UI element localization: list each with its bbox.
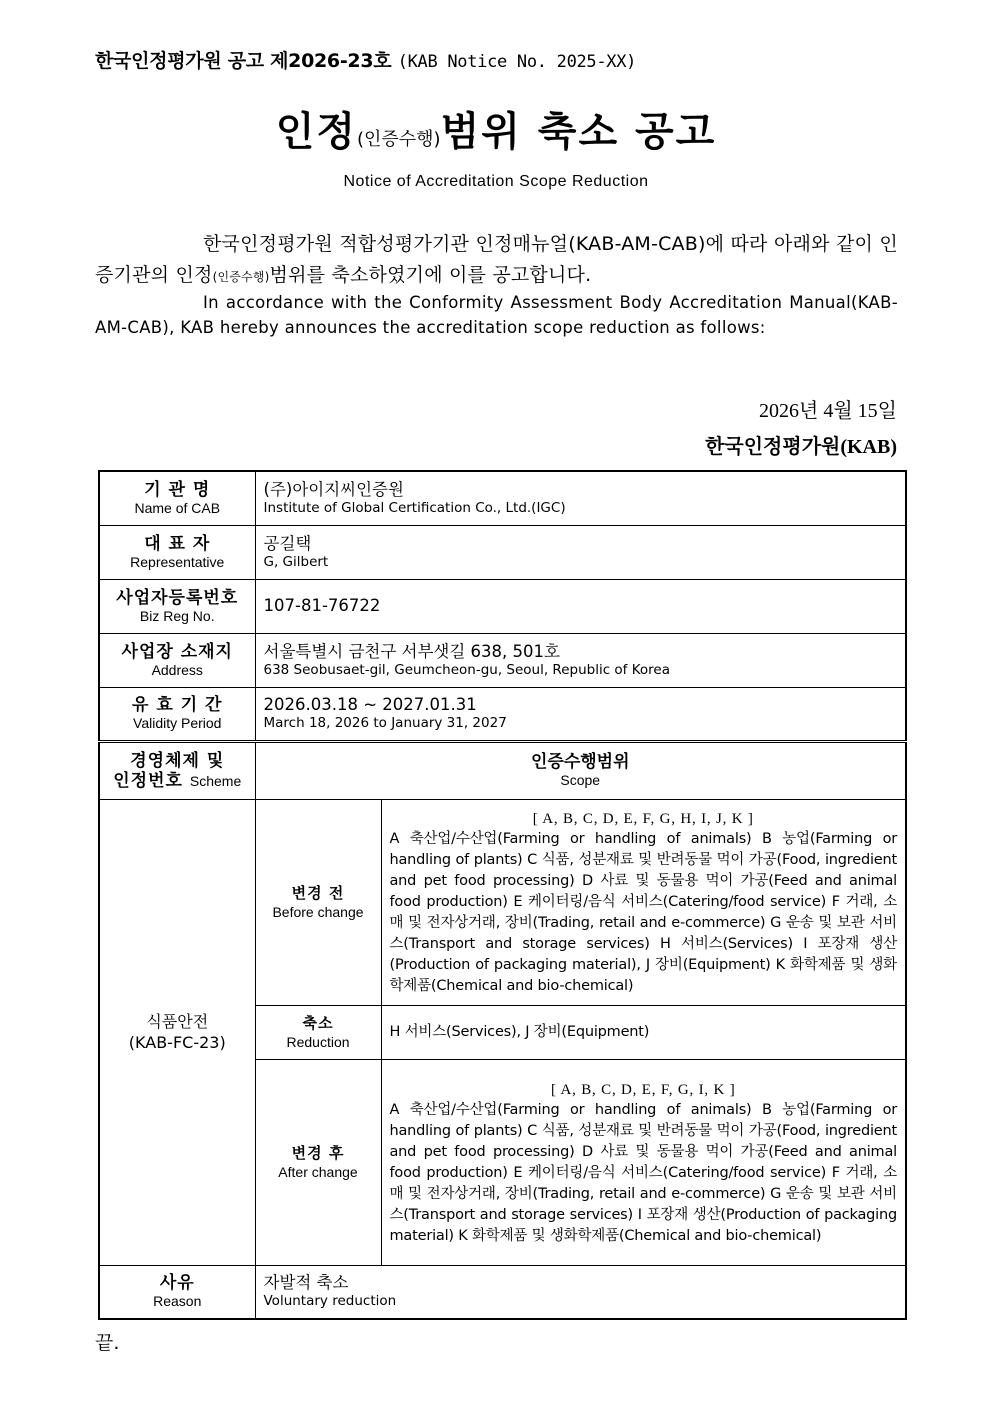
value-address bbox=[255, 633, 906, 687]
page-subtitle: Notice of Accreditation Scope Reduction bbox=[343, 173, 649, 190]
value-en: G, Gilbert bbox=[263, 553, 329, 570]
body-ko-pre: 한국인정평가원 적합성평가기관 인정매뉴얼(KAB-AM-CAB)에 따라 아래와 같이 인증기관의 인정 bbox=[95, 233, 898, 286]
label-en: Representative bbox=[130, 553, 225, 570]
page-title bbox=[0, 100, 992, 157]
label-ko: 변경 후 bbox=[291, 1143, 345, 1162]
label-ko: 유 효 기 간 bbox=[132, 695, 223, 715]
value-ko: 공길택 bbox=[263, 533, 312, 553]
label-en: Reduction bbox=[286, 1033, 350, 1050]
reduction-scope bbox=[381, 1005, 906, 1059]
label-en: Validity Period bbox=[133, 715, 222, 731]
value-en: Institute of Global Certification Co., Ltd.(IGC) bbox=[263, 499, 566, 516]
value-ko: 자발적 축소 bbox=[263, 1273, 349, 1293]
label-en: Address bbox=[151, 661, 203, 678]
label-ko-2: 인정번호 bbox=[113, 770, 183, 791]
label-en: After change bbox=[278, 1163, 358, 1180]
value-validity bbox=[255, 687, 906, 741]
label-en: Before change bbox=[272, 903, 364, 920]
label-ko: 사유 bbox=[159, 1273, 195, 1294]
row-reason bbox=[99, 1265, 906, 1319]
label-address bbox=[99, 633, 255, 687]
row-representative bbox=[99, 525, 906, 579]
notice-number-ko: 한국인정평가원 공고 제2026-23호 bbox=[95, 50, 392, 72]
label-ko: 대 표 자 bbox=[144, 533, 211, 554]
label-biz-reg bbox=[99, 579, 255, 633]
scheme-name: 식품안전 bbox=[146, 1012, 209, 1031]
value-representative bbox=[255, 525, 906, 579]
body-ko-post: 범위를 축소하였기에 이를 공고합니다. bbox=[269, 264, 592, 286]
notice-number-en: (KAB Notice No. 2025-XX) bbox=[397, 52, 637, 72]
row-cab-name bbox=[99, 471, 906, 525]
body-text-en: In accordance with the Conformity Assessment Body Accreditation Manual(KAB-AM-CAB), KAB hereby announces the accreditation scope reduction as follows: bbox=[95, 293, 898, 337]
value-reason bbox=[255, 1265, 906, 1319]
label-en: Name of CAB bbox=[134, 499, 221, 516]
notice-date: 2026년 4월 15일 bbox=[759, 400, 897, 422]
label-ko: 기 관 명 bbox=[144, 479, 211, 500]
after-text: A 축산업/수산업(Farming or handling of animals) B 농업(Farming or handling of plants) C 식품, 성분재료 및 반려동물 먹이 가공(Food, ingredient and pet food processing) D 사료 및 동물용 먹이 가공(Feed and animal food production) E 케이터링/음식 서비스(Catering/food service) F 거래, 소매 및 전자상거래, 장비(Trading, retail and e-commerce) G 운송 및 보관 서비스(Transport and storage services) I 포장재 생산(Production of packaging material) K 화학제품 및 생화학제품(Chemical and bio-chemical) bbox=[389, 1101, 897, 1244]
label-before-change bbox=[255, 799, 381, 1005]
row-before-change bbox=[99, 799, 906, 1005]
label-ko: 축소 bbox=[302, 1013, 334, 1032]
row-scope-header bbox=[99, 741, 906, 799]
title-small: (인증수행) bbox=[356, 129, 441, 150]
value-en: Voluntary reduction bbox=[263, 1293, 397, 1310]
value-en: March 18, 2026 to January 31, 2027 bbox=[263, 715, 507, 731]
notice-table bbox=[98, 470, 907, 1320]
label-en: Biz Reg No. bbox=[139, 607, 215, 624]
value-ko: 2026.03.18 ~ 2027.01.31 bbox=[263, 695, 477, 714]
reduction-text: H 서비스(Services), J 장비(Equipment) bbox=[389, 1023, 650, 1040]
title-pre: 인정 bbox=[275, 109, 357, 155]
label-after-change bbox=[255, 1059, 381, 1265]
label-representative bbox=[99, 525, 255, 579]
row-address bbox=[99, 633, 906, 687]
label-ko: 인증수행범위 bbox=[530, 752, 630, 772]
title-post: 범위 축소 공고 bbox=[440, 109, 717, 155]
value-en: 638 Seobusaet-gil, Geumcheon-gu, Seoul, Republic of Korea bbox=[263, 661, 670, 678]
value-ko: 서울특별시 금천구 서부샛길 638, 501호 bbox=[263, 641, 560, 661]
end-mark: 끝. bbox=[95, 1332, 120, 1354]
row-biz-reg bbox=[99, 579, 906, 633]
label-reason bbox=[99, 1265, 255, 1319]
label-en: Scheme bbox=[189, 772, 242, 789]
label-ko: 사업장 소재지 bbox=[121, 641, 233, 662]
label-cab-name bbox=[99, 471, 255, 525]
scheme-cell bbox=[99, 799, 255, 1265]
label-en: Scope bbox=[560, 772, 601, 788]
value-ko: 107-81-76722 bbox=[263, 596, 381, 615]
label-reduction bbox=[255, 1005, 381, 1059]
scheme-code: (KAB-FC-23) bbox=[128, 1033, 226, 1052]
after-change-scope bbox=[381, 1059, 906, 1265]
row-validity bbox=[99, 687, 906, 741]
label-scope bbox=[255, 741, 906, 799]
value-ko: (주)아이지씨인증원 bbox=[263, 479, 404, 499]
before-change-scope bbox=[381, 799, 906, 1005]
label-ko: 사업자등록번호 bbox=[116, 587, 239, 608]
issuing-org: 한국인정평가원(KAB) bbox=[705, 436, 897, 458]
value-biz-reg bbox=[255, 579, 906, 633]
body-text-ko bbox=[95, 229, 898, 293]
body-ko-small: (인증수행) bbox=[212, 270, 270, 284]
before-text: A 축산업/수산업(Farming or handling of animals) B 농업(Farming or handling of plants) C 식품, 성분재료 및 반려동물 먹이 가공(Food, ingredient and pet food processing) D 사료 및 동물용 먹이 가공(Feed and animal food production) E 케이터링/음식 서비스(Catering/food service) F 거래, 소매 및 전자상거래, 장비(Trading, retail and e-commerce) G 운송 및 보관 서비스(Transport and storage services) H 서비스(Services) I 포장재 생산(Production of packaging material), J 장비(Equipment) K 화학제품 및 생화학제품(Chemical and bio-chemical) bbox=[389, 831, 897, 994]
label-scheme bbox=[99, 741, 255, 799]
before-codes: [ A, B, C, D, E, F, G, H, I, J, K ] bbox=[532, 811, 754, 827]
label-en: Reason bbox=[153, 1293, 202, 1310]
label-ko: 경영체제 및 bbox=[130, 750, 225, 771]
label-ko: 변경 전 bbox=[291, 883, 345, 902]
notice-number bbox=[95, 46, 636, 73]
after-codes: [ A, B, C, D, E, F, G, I, K ] bbox=[550, 1081, 736, 1098]
value-cab-name bbox=[255, 471, 906, 525]
label-validity bbox=[99, 687, 255, 741]
